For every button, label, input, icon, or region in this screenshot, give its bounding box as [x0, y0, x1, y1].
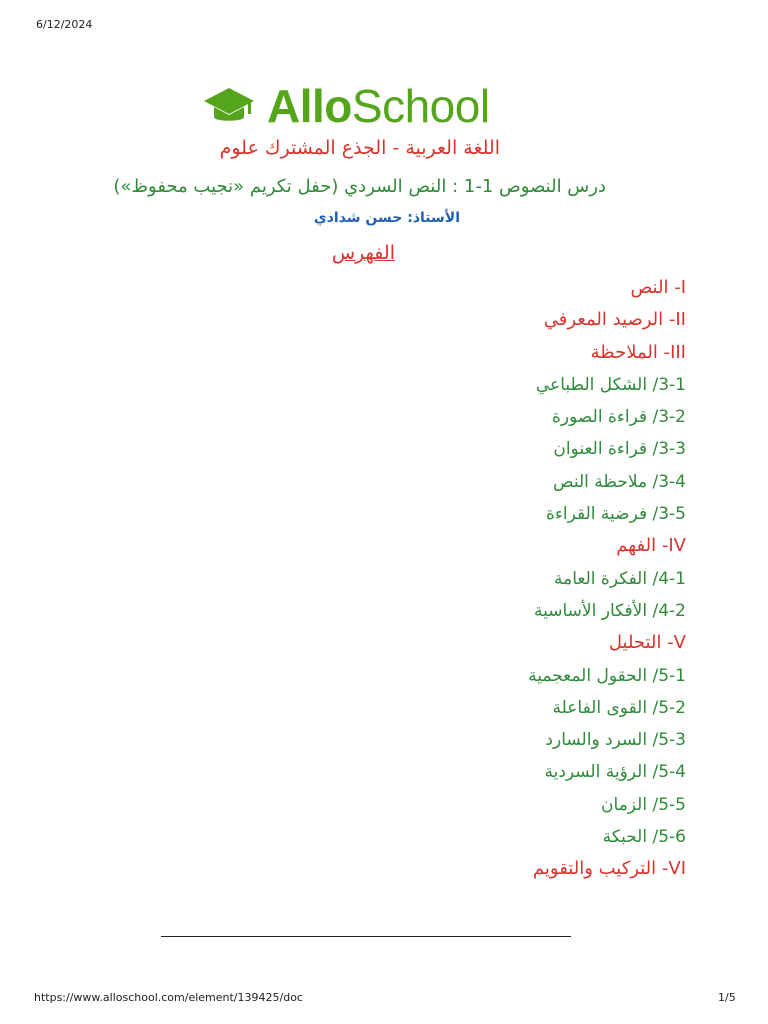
- toc-item[interactable]: IV- الفهم: [616, 535, 686, 557]
- alloschool-logo[interactable]: [203, 76, 490, 136]
- toc-item[interactable]: 3-1/ الشكل الطباعي: [535, 374, 686, 395]
- toc-item[interactable]: 5-5/ الزمان: [601, 794, 686, 815]
- toc-item[interactable]: 3-2/ قراءة الصورة: [552, 407, 686, 428]
- toc-item[interactable]: 3-3/ قراءة العنوان: [553, 439, 686, 460]
- toc-item[interactable]: 5-3/ السرد والسارد: [545, 730, 686, 751]
- toc-item[interactable]: 3-5/ فرضية القراءة: [545, 504, 686, 525]
- logo-text-bold: Allo: [267, 80, 352, 132]
- page-number: 1/5: [718, 991, 736, 1004]
- toc-item[interactable]: VI- التركيب والتقويم: [532, 858, 686, 880]
- graduation-cap-icon: [203, 86, 255, 126]
- toc-item[interactable]: 5-2/ القوى الفاعلة: [552, 697, 686, 718]
- toc-item[interactable]: 5-6/ الحبكة: [602, 827, 686, 848]
- table-of-contents: [528, 272, 686, 886]
- toc-item[interactable]: 4-2/ الأفكار الأساسية: [534, 600, 686, 621]
- toc-item[interactable]: 4-1/ الفكرة العامة: [554, 568, 686, 589]
- lesson-title: درس النصوص 1-1 : النص السردي (حفل تكريم «نجيب محفوظ»): [113, 176, 606, 197]
- divider-line: [161, 936, 571, 937]
- index-heading: الفهرس: [331, 242, 395, 264]
- logo-wordmark: [267, 80, 490, 132]
- subject-title: اللغة العربية - الجذع المشترك علوم: [219, 137, 500, 159]
- print-date: 6/12/2024: [36, 18, 93, 31]
- footer-url: https://www.alloschool.com/element/139425/doc: [34, 991, 303, 1004]
- toc-item[interactable]: 5-1/ الحقول المعجمية: [528, 665, 686, 686]
- toc-item[interactable]: I- النص: [630, 277, 686, 298]
- toc-item[interactable]: II- الرصيد المعرفي: [543, 309, 686, 331]
- toc-item[interactable]: V- التحليل: [608, 632, 686, 654]
- toc-item[interactable]: 3-4/ ملاحظة النص: [553, 471, 686, 492]
- toc-item[interactable]: III- الملاحظة: [590, 341, 686, 363]
- logo-text-regular: School: [351, 80, 490, 132]
- toc-item[interactable]: 5-4/ الرؤية السردية: [544, 762, 686, 783]
- teacher-name: الأستاذ: حسن شدادي: [313, 210, 460, 226]
